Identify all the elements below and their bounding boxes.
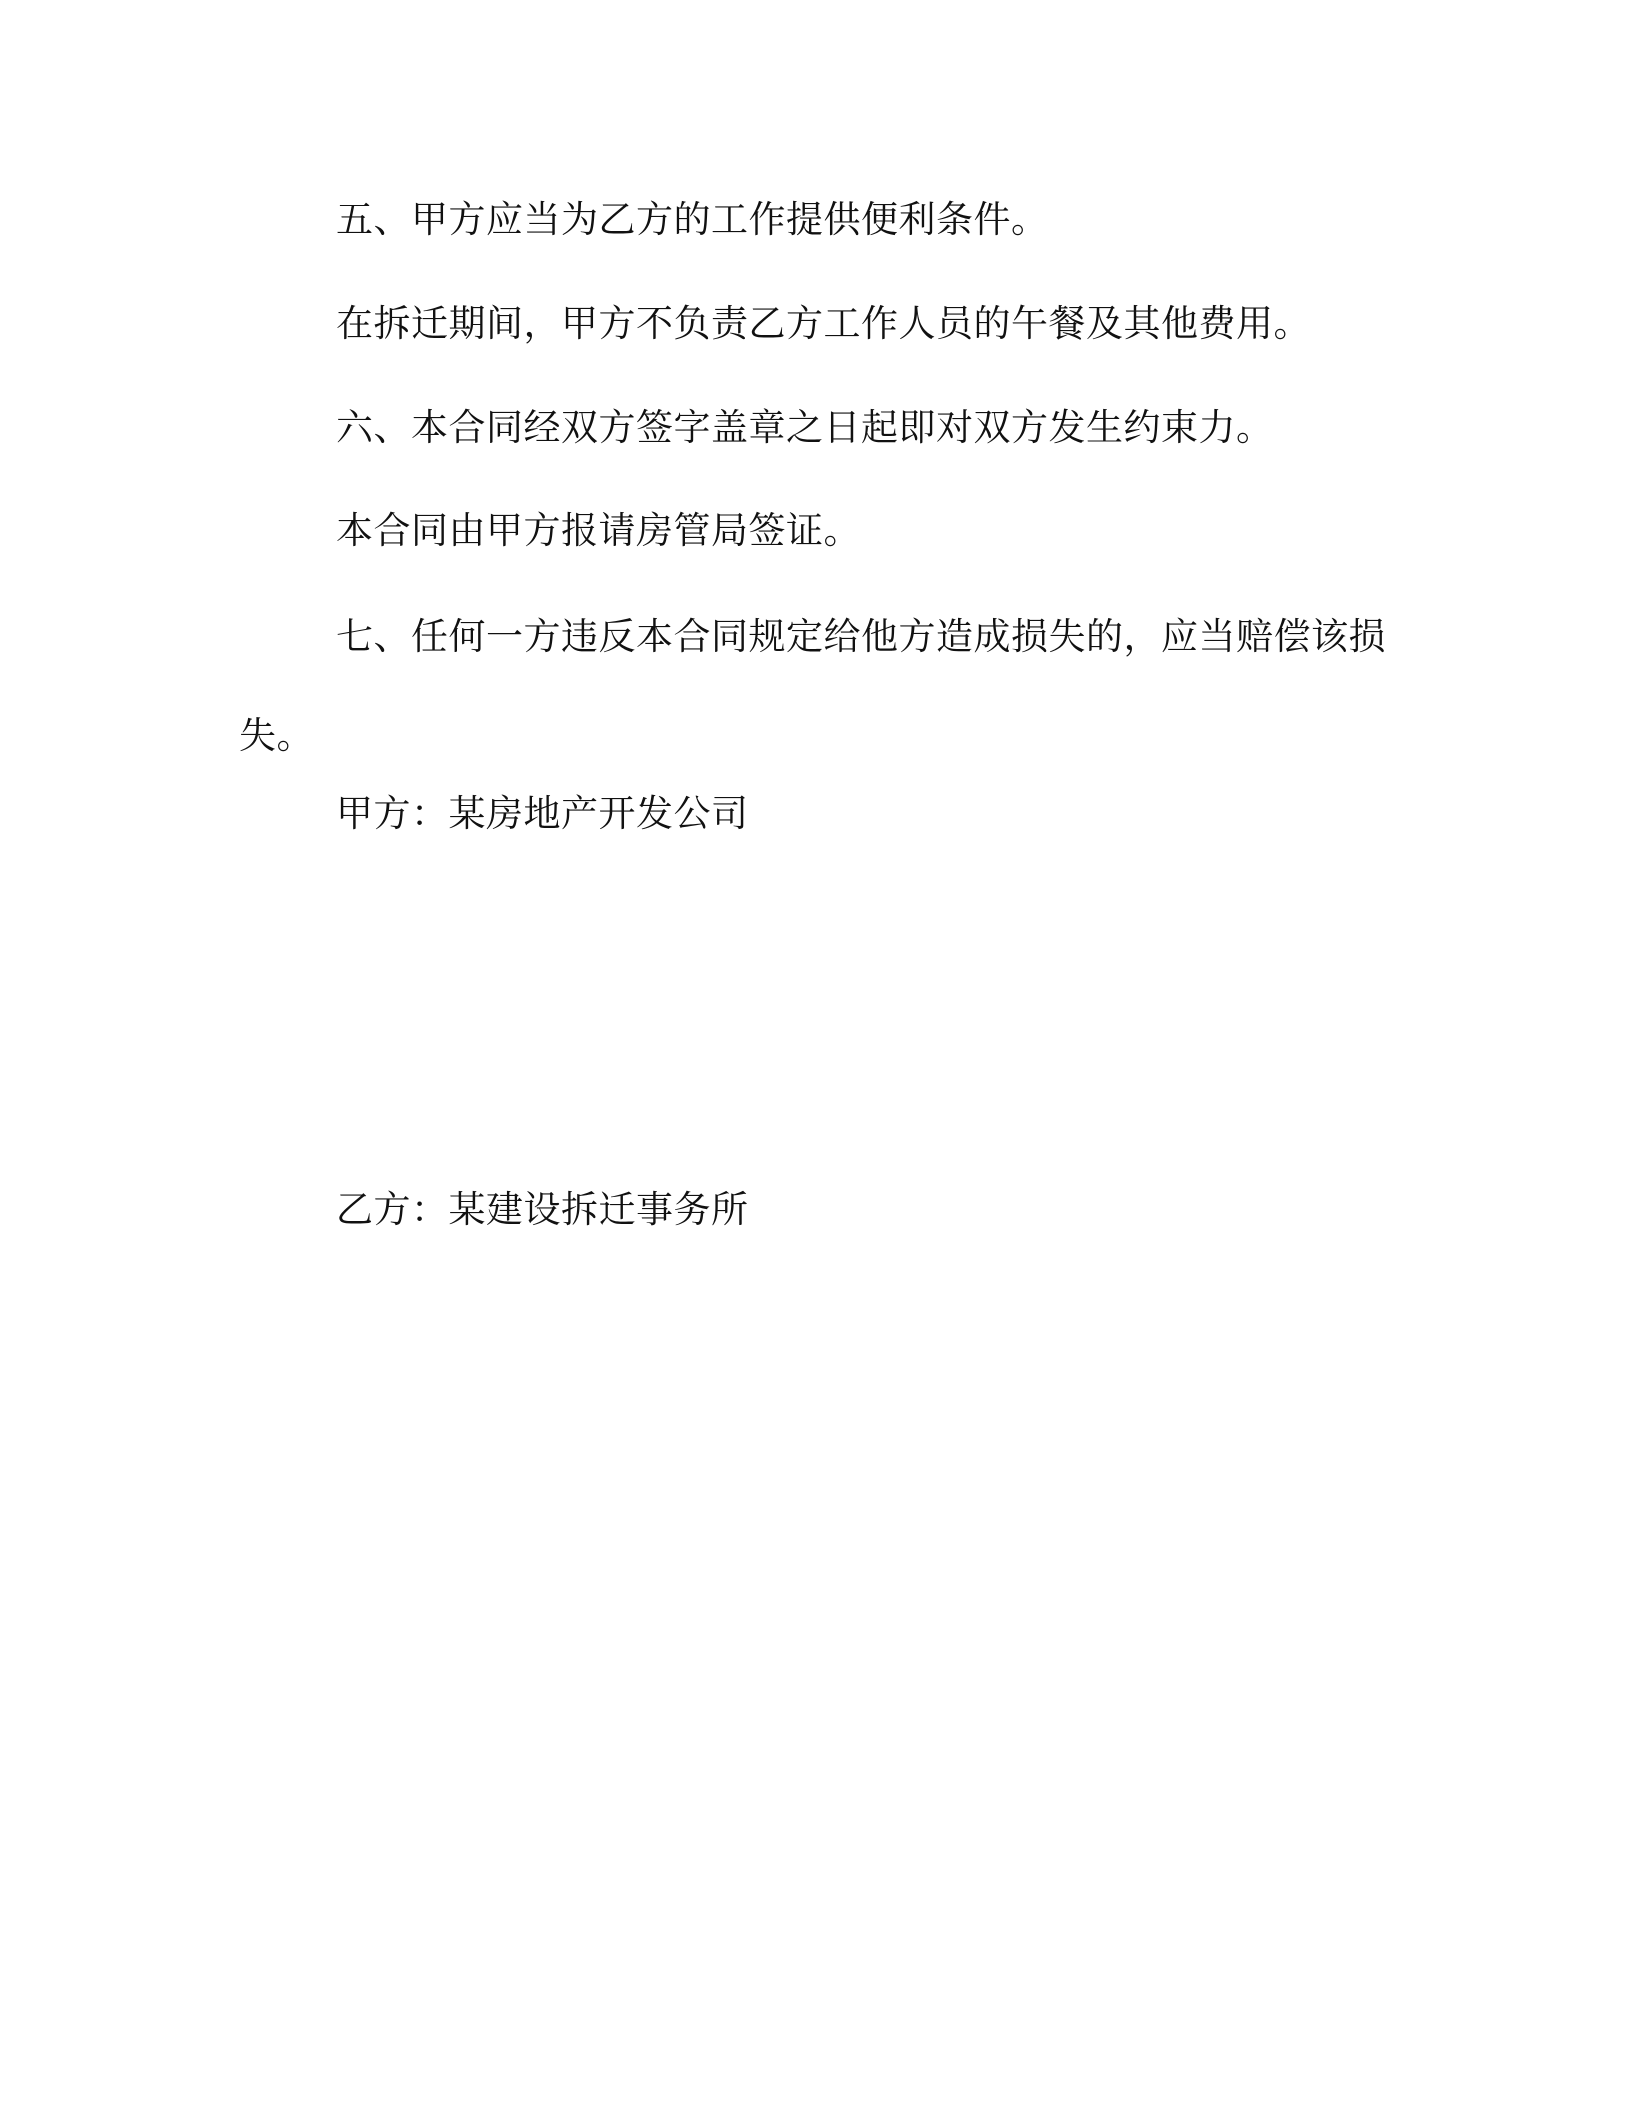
clause-seven: 七、任何一方违反本合同规定给他方造成损失的，应当赔偿该损失。	[239, 615, 1386, 757]
clause-five-note: 在拆迁期间，甲方不负责乙方工作人员的午餐及其他费用。	[336, 302, 1311, 345]
clause-five: 五、甲方应当为乙方的工作提供便利条件。	[336, 198, 1049, 241]
clause-six-note: 本合同由甲方报请房管局签证。	[336, 509, 861, 552]
clause-six: 六、本合同经双方签字盖章之日起即对双方发生约束力。	[336, 406, 1274, 449]
party-a-signature: 甲方：某房地产开发公司	[336, 792, 749, 835]
party-b-signature: 乙方：某建设拆迁事务所	[336, 1188, 749, 1231]
